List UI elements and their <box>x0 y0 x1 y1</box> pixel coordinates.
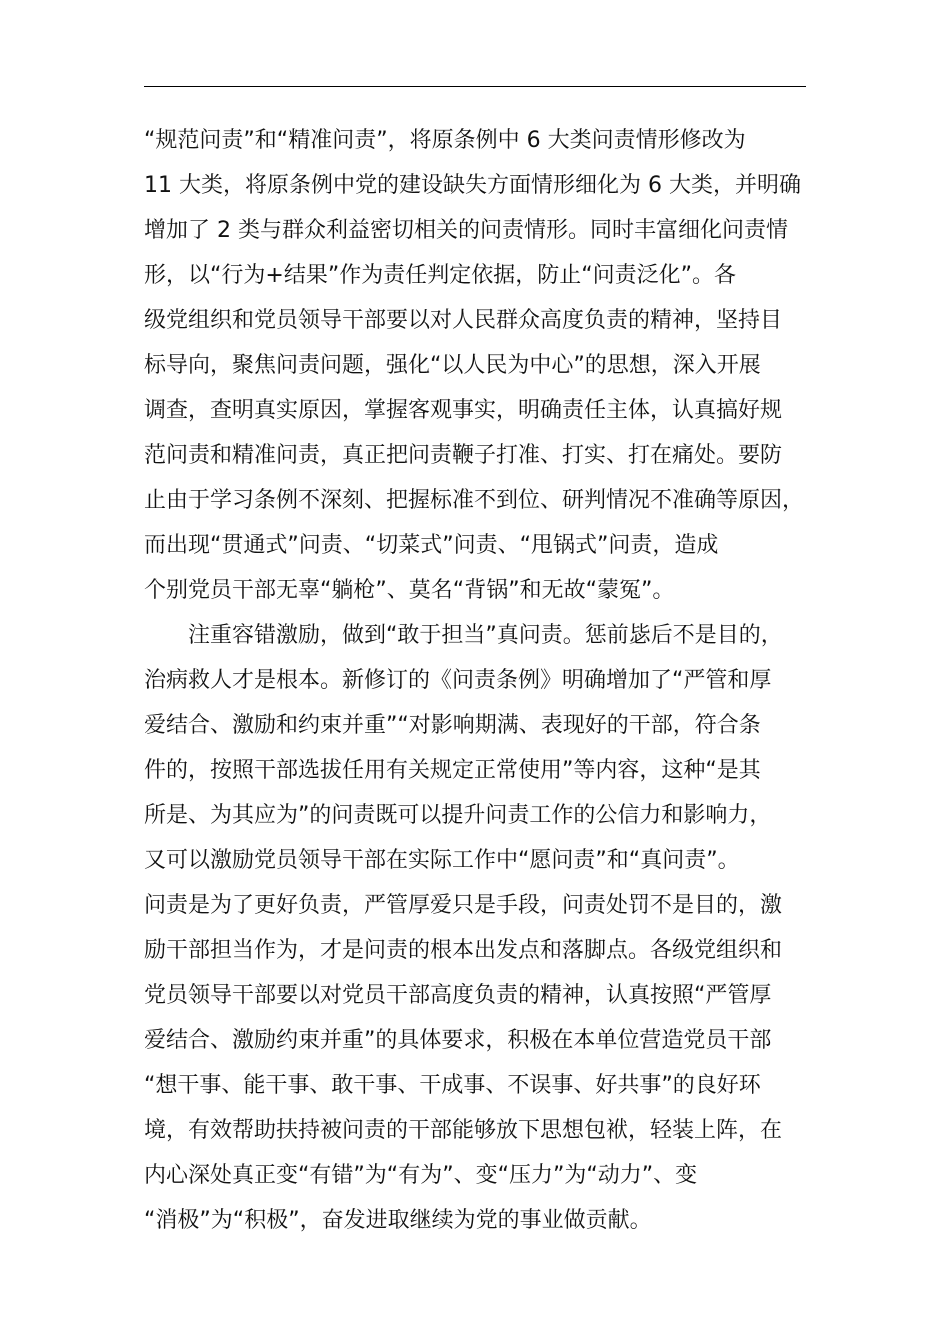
text-line: 形，以“行为+结果”作为责任判定依据，防止“问责泛化”。各 <box>144 263 737 288</box>
text-line: 问责是为了更好负责，严管厚爱只是手段，问责处罚不是目的，激 <box>144 893 783 918</box>
text-line: 止由于学习条例不深刻、把握标准不到位、研判情况不准确等原因， <box>144 488 805 513</box>
text-line: 又可以激励党员领导干部在实际工作中“愿问责”和“真问责”。 <box>144 848 740 873</box>
text-line: 范问责和精准问责，真正把问责鞭子打准、打实、打在痛处。要防 <box>144 443 783 468</box>
text-line: 调查，查明真实原因，掌握客观事实，明确责任主体，认真搞好规 <box>144 398 783 423</box>
text-line: “规范问责”和“精准问责”，将原条例中 6 大类问责情形修改为 <box>144 128 746 153</box>
text-line: 爱结合、激励和约束并重”“对影响期满、表现好的干部，符合条 <box>144 713 761 738</box>
text-line: 爱结合、激励约束并重”的具体要求，积极在本单位营造党员干部 <box>144 1028 772 1053</box>
text-line: 所是、为其应为”的问责既可以提升问责工作的公信力和影响力， <box>144 803 772 828</box>
body-text <box>144 118 812 1243</box>
text-line: 而出现“贯通式”问责、“切菜式”问责、“甩锅式”问责，造成 <box>144 533 719 558</box>
text-line: 11 大类，将原条例中党的建设缺失方面情形细化为 6 大类，并明确 <box>144 173 801 198</box>
text-line: 个别党员干部无辜“躺枪”、莫名“背锅”和无故“蒙冤”。 <box>144 578 675 603</box>
text-line: “消极”为“积极”，奋发进取继续为党的事业做贡献。 <box>144 1208 652 1233</box>
text-line: 党员领导干部要以对党员干部高度负责的精神，认真按照“严管厚 <box>144 983 772 1008</box>
text-line: 件的，按照干部选拔任用有关规定正常使用”等内容，这种“是其 <box>144 758 761 783</box>
paragraph-first-line: 注重容错激励，做到“敢于担当”真问责。惩前毖后不是目的， <box>188 623 783 648</box>
text-line: 励干部担当作为，才是问责的根本出发点和落脚点。各级党组织和 <box>144 938 783 963</box>
text-line: 治病救人才是根本。新修订的《问责条例》明确增加了“严管和厚 <box>144 668 772 693</box>
text-line: 境，有效帮助扶持被问责的干部能够放下思想包袱，轻装上阵，在 <box>144 1118 783 1143</box>
text-line: 级党组织和党员领导干部要以对人民群众高度负责的精神，坚持目 <box>144 308 783 333</box>
header-rule <box>144 86 806 87</box>
text-line: 标导向，聚焦问责问题，强化“以人民为中心”的思想，深入开展 <box>144 353 761 378</box>
text-line: “想干事、能干事、敢干事、干成事、不误事、好共事”的良好环 <box>144 1073 761 1098</box>
text-line: 增加了 2 类与群众利益密切相关的问责情形。同时丰富细化问责情 <box>144 218 788 243</box>
text-line: 内心深处真正变“有错”为“有为”、变“压力”为“动力”、变 <box>144 1163 698 1188</box>
